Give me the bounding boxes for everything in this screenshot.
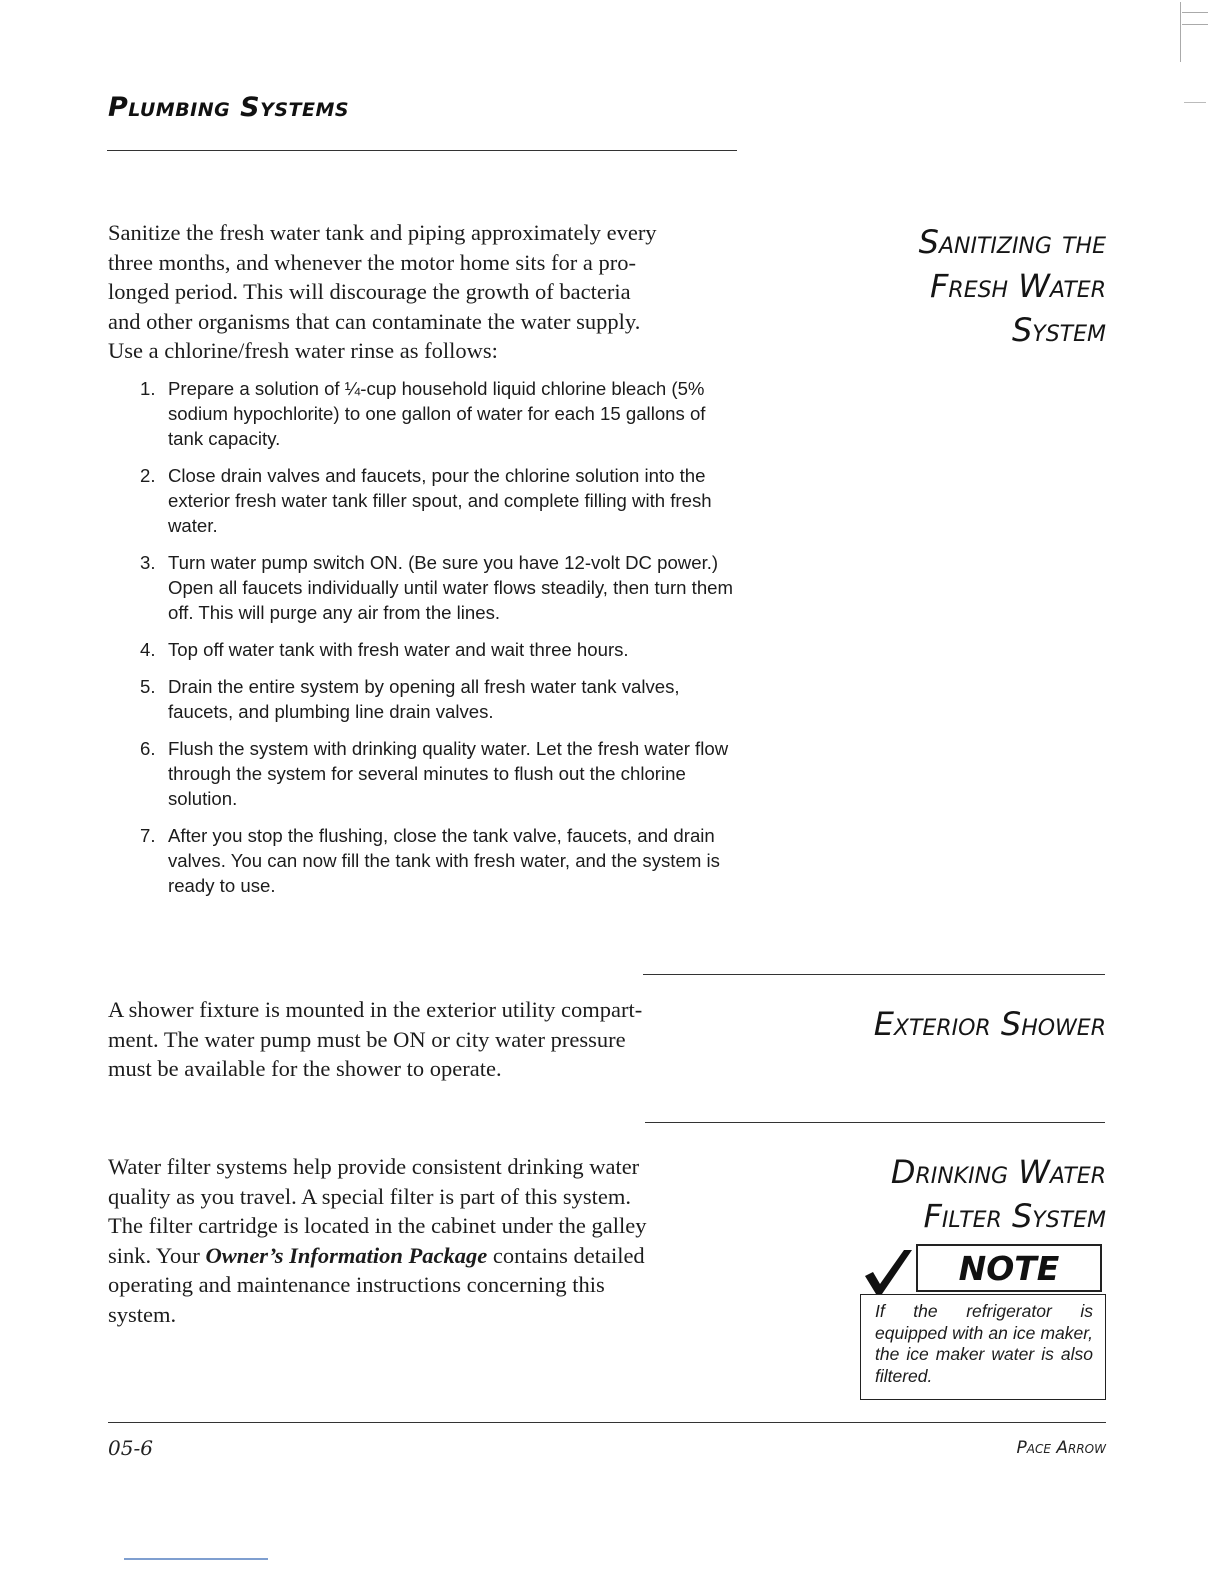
intro-line-5: Use a chlorine/fresh water rinse as follows: xyxy=(108,338,498,363)
step-item xyxy=(140,550,740,625)
scan-edge-mark xyxy=(1180,2,1181,62)
filter-heading xyxy=(800,1150,1106,1238)
step-text: Flush the system with drinking quality water. Let the fresh water flow through the system for several minutes to flush out the chlorine solution. xyxy=(168,738,729,809)
step-item xyxy=(140,674,740,724)
header-rule xyxy=(107,150,737,151)
filter-line-3: The filter cartridge is located in the cabinet under the galley xyxy=(108,1213,647,1238)
step-number: 7. xyxy=(140,825,156,846)
sanitizing-intro xyxy=(108,218,748,366)
step-item xyxy=(140,823,740,898)
sanitizing-heading-line-1: Sanitizing the xyxy=(918,223,1106,261)
checkmark-icon xyxy=(860,1246,916,1296)
filter-line-1: Water filter systems help provide consistent drinking water xyxy=(108,1154,640,1179)
step-text: Turn water pump switch ON. (Be sure you have 12-volt DC power.) Open all faucets individually until water flows steadily, then turn them off. This will purge any air from the lines. xyxy=(168,552,733,623)
step-text: Drain the entire system by opening all fresh water tank valves, faucets, and plumbing line drain valves. xyxy=(168,676,680,722)
step-number: 4. xyxy=(140,639,156,660)
shower-line-3: must be available for the shower to operate. xyxy=(108,1056,502,1081)
step-number: 2. xyxy=(140,465,156,486)
step-number: 3. xyxy=(140,552,156,573)
filter-line-5: operating and maintenance instructions concerning this xyxy=(108,1272,605,1297)
filter-heading-line-2: Filter System xyxy=(923,1197,1106,1235)
shower-section-rule xyxy=(643,974,1105,975)
step-item xyxy=(140,463,740,538)
sanitizing-steps xyxy=(140,376,740,910)
page-title: Plumbing Systems xyxy=(108,92,350,123)
filter-line-4-end: contains detailed xyxy=(487,1242,645,1268)
note-box xyxy=(860,1244,1104,1400)
scan-edge-mark xyxy=(124,1558,268,1560)
filter-line-4 xyxy=(108,1241,758,1271)
intro-line-1: Sanitize the fresh water tank and piping approximately every xyxy=(108,220,657,245)
footer-rule xyxy=(108,1422,1106,1423)
shower-line-2: ment. The water pump must be ON or city water pressure xyxy=(108,1026,626,1052)
step-text: After you stop the flushing, close the tank valve, faucets, and drain valves. You can now fill the tank with fresh water, and the system is ready to use. xyxy=(168,825,720,896)
filter-section-rule xyxy=(645,1122,1105,1123)
shower-line-1: A shower fixture is mounted in the exterior utility compart- xyxy=(108,997,643,1022)
sanitizing-heading xyxy=(820,220,1106,352)
step-text: Close drain valves and faucets, pour the chlorine solution into the exterior fresh water tank filler spout, and complete filling with fresh water. xyxy=(168,465,712,536)
step-item xyxy=(140,376,740,451)
page-number: 05-6 xyxy=(108,1436,153,1460)
step-number: 1. xyxy=(140,378,156,399)
filter-line-6: system. xyxy=(108,1301,177,1327)
scan-edge-mark xyxy=(1182,12,1208,13)
filter-heading-line-1: Drinking Water xyxy=(890,1153,1106,1191)
sanitizing-heading-line-3: System xyxy=(1011,311,1106,349)
scan-edge-mark xyxy=(1184,102,1206,103)
product-name: Pace Arrow xyxy=(1016,1438,1106,1458)
step-text: Top off water tank with fresh water and wait three hours. xyxy=(168,639,629,660)
step-item xyxy=(140,637,740,662)
owners-information-package: Owner’s Information Package xyxy=(205,1242,488,1268)
filter-text xyxy=(108,1152,758,1329)
step-number: 5. xyxy=(140,676,156,697)
intro-line-2: three months, and whenever the motor home sits for a pro- xyxy=(108,249,636,275)
step-number: 6. xyxy=(140,738,156,759)
note-label: NOTE xyxy=(916,1244,1102,1292)
shower-heading xyxy=(800,1002,1106,1046)
intro-line-3: longed period. This will discourage the growth of bacteria xyxy=(108,279,631,304)
shower-heading-text: Exterior Shower xyxy=(873,1005,1106,1043)
shower-text xyxy=(108,995,748,1084)
scan-edge-mark xyxy=(1182,24,1208,25)
intro-line-4: and other organisms that can contaminate the water supply. xyxy=(108,308,641,334)
note-text: If the refrigerator is equipped with an ice maker, the ice maker water is also filtered. xyxy=(860,1294,1106,1400)
step-text: Prepare a solution of ¼-cup household liquid chlorine bleach (5% sodium hypochlorite) to one gallon of water for each 15 gallons of tank capacity. xyxy=(168,378,706,449)
filter-line-2: quality as you travel. A special filter is part of this system. xyxy=(108,1183,632,1209)
filter-line-4-start: sink. Your xyxy=(108,1242,206,1268)
step-item xyxy=(140,736,740,811)
sanitizing-heading-line-2: Fresh Water xyxy=(930,267,1106,305)
